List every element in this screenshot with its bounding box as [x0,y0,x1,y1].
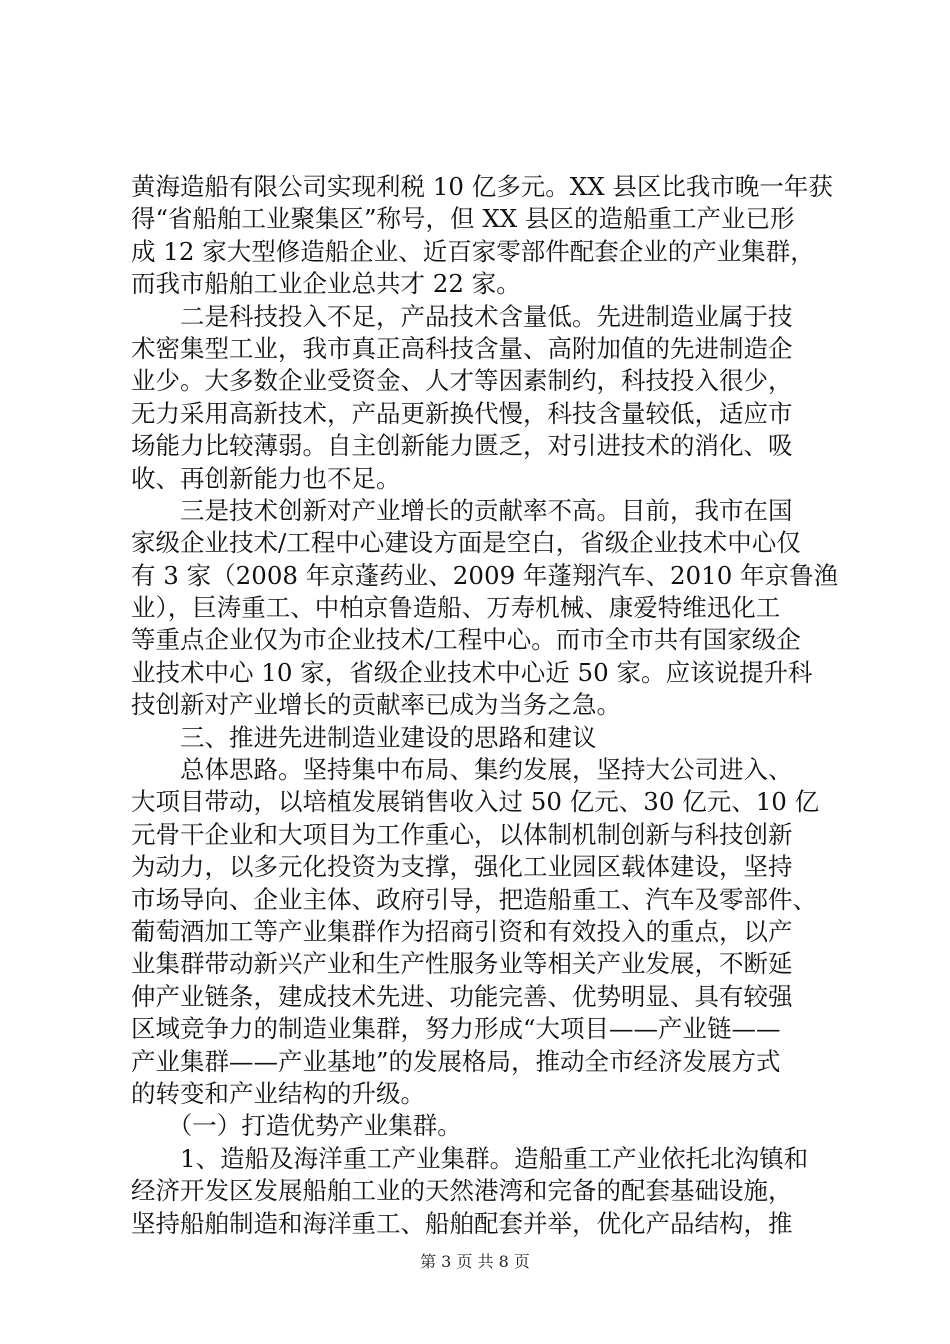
text-line: 伸产业链条，建成技术先进、功能完善、优势明显、具有较强 [131,981,793,1011]
text-line: 经济开发区发展船舶工业的天然港湾和完备的配套基础设施， [131,1176,793,1206]
text-line: 有 3 家（2008 年京蓬药业、2009 年蓬翔汽车、2010 年京鲁渔 [131,560,839,590]
text-line: 元骨干企业和大项目为工作重心，以体制机制创新与科技创新 [131,819,793,849]
text-line: 术密集型工业，我市真正高科技含量、高附加值的先进制造企 [131,333,793,363]
text-line: 为动力，以多元化投资为支撑，强化工业园区载体建设，坚持 [131,852,793,882]
text-line: 区域竞争力的制造业集群，努力形成“大项目——产业链—— [131,1014,781,1044]
text-line: 黄海造船有限公司实现利税 10 亿多元。XX 县区比我市晚一年获 [131,172,833,201]
text-line: 坚持船舶制造和海洋重工、船舶配套并举，优化产品结构，推 [131,1208,793,1238]
text-line: 业集群带动新兴产业和生产性服务业等相关产业发展，不断延 [131,949,793,979]
text-line: 业少。大多数企业受资金、人才等因素制约，科技投入很少， [131,366,793,396]
text-line: 无力采用高新技术，产品更新换代慢，科技含量较低，适应市 [131,398,793,428]
text-line: 业技术中心 10 家，省级企业技术中心近 50 家。应该说提升科 [131,657,813,687]
text-line: 得“省船舶工业聚集区”称号，但 XX 县区的造船重工产业已形 [131,204,795,234]
body-text [131,171,839,1240]
subsection-heading: （一）打造优势产业集群。 [131,1111,462,1141]
text-line: 大项目带动，以培植发展销售收入过 50 亿元、30 亿元、10 亿 [131,787,820,817]
text-line: 1、造船及海洋重工产业集群。造船重工产业依托北沟镇和 [131,1143,809,1173]
text-line: 技创新对产业增长的贡献率已成为当务之急。 [131,690,621,720]
text-line: 家级企业技术/工程中心建设方面是空白，省级企业技术中心仅 [131,528,801,558]
text-line: 成 12 家大型修造船企业、近百家零部件配套企业的产业集群， [131,236,815,266]
text-line: 产业集群——产业基地”的发展格局，推动全市经济发展方式 [131,1046,781,1076]
text-line: 等重点企业仅为市企业技术/工程中心。而市全市共有国家级企 [131,625,801,655]
text-line: 场能力比较薄弱。自主创新能力匮乏，对引进技术的消化、吸 [131,431,793,461]
text-line: 的转变和产业结构的升级。 [131,1078,425,1108]
text-line: 总体思路。坚持集中布局、集约发展，坚持大公司进入、 [131,755,793,785]
text-line: 业），巨涛重工、中柏京鲁造船、万寿机械、康爱特维迅化工 [131,593,781,623]
text-line: 三是技术创新对产业增长的贡献率不高。目前，我市在国 [131,495,793,525]
text-line: 而我市船舶工业企业总共才 22 家。 [131,269,521,299]
text-line: 葡萄酒加工等产业集群作为招商引资和有效投入的重点，以产 [131,916,793,946]
page-footer: 第 3 页 共 8 页 [420,1252,530,1271]
section-heading: 三、推进先进制造业建设的思路和建议 [131,722,597,752]
text-line: 二是科技投入不足，产品技术含量低。先进制造业属于技 [131,301,793,331]
text-line: 市场导向、企业主体、政府引导，把造船重工、汽车及零部件、 [131,884,817,914]
text-line: 收、再创新能力也不足。 [131,463,401,493]
